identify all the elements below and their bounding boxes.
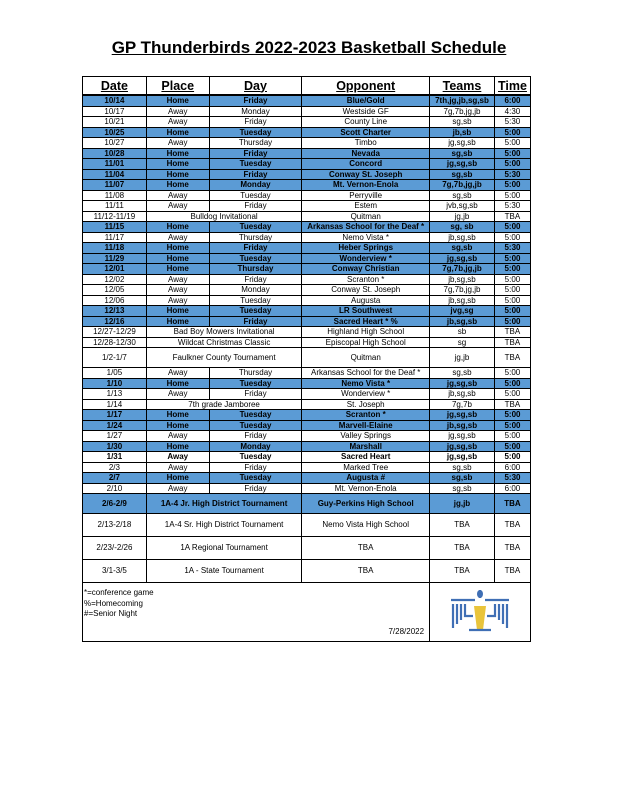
cell-event: 1A-4 Jr. High District Tournament — [146, 494, 302, 514]
cell-day: Tuesday — [209, 295, 302, 306]
cell-date: 12/16 — [83, 316, 147, 327]
table-row — [83, 420, 531, 431]
cell-opponent: Marshall — [302, 441, 430, 452]
cell-time: 4:30 — [494, 106, 530, 117]
cell-date: 2/7 — [83, 473, 147, 484]
cell-time: 5:00 — [494, 138, 530, 149]
cell-date: 10/17 — [83, 106, 147, 117]
cell-time: 6:00 — [494, 462, 530, 473]
cell-day: Tuesday — [209, 473, 302, 484]
cell-day: Thursday — [209, 232, 302, 243]
table-row — [83, 222, 531, 233]
cell-teams: jg,sg,sb — [430, 431, 495, 442]
cell-teams: jg,jb — [430, 348, 495, 368]
cell-opponent: Concord — [302, 159, 430, 170]
header-time: Time — [494, 77, 530, 96]
cell-opponent: Marvell-Elaine — [302, 420, 430, 431]
cell-time: 5:30 — [494, 473, 530, 484]
cell-time: 5:30 — [494, 201, 530, 212]
table-row — [83, 368, 531, 379]
cell-time: 5:00 — [494, 274, 530, 285]
cell-opponent: Perryville — [302, 190, 430, 201]
cell-teams: sg,sb — [430, 462, 495, 473]
cell-time: 5:00 — [494, 159, 530, 170]
cell-teams: 7g,7b,jg,jb — [430, 264, 495, 275]
cell-place: Away — [146, 201, 209, 212]
cell-event: Bad Boy Mowers Invitational — [146, 327, 302, 338]
cell-place: Home — [146, 441, 209, 452]
cell-day: Tuesday — [209, 222, 302, 233]
cell-date: 12/13 — [83, 306, 147, 317]
cell-place: Away — [146, 462, 209, 473]
cell-time: 5:30 — [494, 169, 530, 180]
cell-place: Home — [146, 378, 209, 389]
cell-opponent: Westside GF — [302, 106, 430, 117]
cell-date: 2/13-2/18 — [83, 514, 147, 537]
cell-time: 5:00 — [494, 452, 530, 463]
cell-day: Friday — [209, 431, 302, 442]
table-row — [83, 494, 531, 514]
cell-date: 2/10 — [83, 483, 147, 494]
cell-time: 5:00 — [494, 232, 530, 243]
cell-time: TBA — [494, 494, 530, 514]
cell-date: 11/08 — [83, 190, 147, 201]
cell-teams: jg,sg,sb — [430, 441, 495, 452]
cell-place: Home — [146, 95, 209, 106]
cell-place: Home — [146, 410, 209, 421]
cell-teams: TBA — [430, 560, 495, 583]
table-row — [83, 148, 531, 159]
table-row — [83, 285, 531, 296]
cell-time: 5:30 — [494, 243, 530, 254]
cell-teams: jg,jb — [430, 494, 495, 514]
notes-cell — [83, 583, 430, 642]
cell-time: 5:00 — [494, 295, 530, 306]
cell-time: 5:00 — [494, 264, 530, 275]
cell-opponent: Augusta # — [302, 473, 430, 484]
cell-time: 5:00 — [494, 389, 530, 400]
cell-opponent: Conway Christian — [302, 264, 430, 275]
cell-date: 10/25 — [83, 127, 147, 138]
cell-teams: sg,sb — [430, 190, 495, 201]
cell-date: 11/04 — [83, 169, 147, 180]
cell-place: Away — [146, 106, 209, 117]
cell-day: Tuesday — [209, 159, 302, 170]
cell-time: 5:00 — [494, 253, 530, 264]
cell-day: Thursday — [209, 368, 302, 379]
cell-day: Tuesday — [209, 378, 302, 389]
cell-date: 11/12-11/19 — [83, 211, 147, 222]
cell-teams: 7g,7b — [430, 399, 495, 410]
cell-opponent: TBA — [302, 560, 430, 583]
cell-place: Away — [146, 389, 209, 400]
cell-day: Tuesday — [209, 253, 302, 264]
cell-time: 5:00 — [494, 410, 530, 421]
cell-opponent: Guy-Perkins High School — [302, 494, 430, 514]
cell-time: 5:00 — [494, 222, 530, 233]
cell-opponent: Valley Springs — [302, 431, 430, 442]
cell-place: Home — [146, 169, 209, 180]
cell-event: Faulkner County Tournament — [146, 348, 302, 368]
header-teams: Teams — [430, 77, 495, 96]
cell-time: TBA — [494, 399, 530, 410]
logo-cell — [430, 583, 531, 642]
cell-time: TBA — [494, 211, 530, 222]
cell-day: Friday — [209, 389, 302, 400]
cell-place: Away — [146, 483, 209, 494]
thunderbird-logo-icon — [445, 586, 515, 636]
cell-date: 11/29 — [83, 253, 147, 264]
table-row — [83, 399, 531, 410]
cell-date: 11/07 — [83, 180, 147, 191]
table-row — [83, 190, 531, 201]
table-row — [83, 441, 531, 452]
cell-date: 1/2-1/7 — [83, 348, 147, 368]
cell-place: Away — [146, 452, 209, 463]
cell-date: 12/01 — [83, 264, 147, 275]
table-row — [83, 138, 531, 149]
cell-place: Home — [146, 306, 209, 317]
cell-time: TBA — [494, 560, 530, 583]
cell-place: Away — [146, 431, 209, 442]
cell-day: Friday — [209, 201, 302, 212]
cell-opponent: Quitman — [302, 348, 430, 368]
cell-teams: jb,sg,sb — [430, 389, 495, 400]
schedule-table — [82, 76, 531, 642]
cell-day: Thursday — [209, 138, 302, 149]
cell-teams: sg,sb — [430, 148, 495, 159]
table-row — [83, 306, 531, 317]
cell-date: 2/3 — [83, 462, 147, 473]
cell-place: Away — [146, 285, 209, 296]
table-row — [83, 106, 531, 117]
cell-time: 5:00 — [494, 306, 530, 317]
cell-opponent: Conway St. Joseph — [302, 169, 430, 180]
cell-day: Friday — [209, 117, 302, 128]
cell-day: Tuesday — [209, 306, 302, 317]
cell-place: Away — [146, 138, 209, 149]
table-row — [83, 378, 531, 389]
cell-event: 1A Regional Tournament — [146, 537, 302, 560]
table-row — [83, 127, 531, 138]
table-row — [83, 243, 531, 254]
table-row — [83, 483, 531, 494]
cell-day: Friday — [209, 462, 302, 473]
cell-teams: TBA — [430, 537, 495, 560]
table-row — [83, 473, 531, 484]
cell-date: 1/27 — [83, 431, 147, 442]
cell-opponent: Wonderview * — [302, 389, 430, 400]
cell-teams: 7g,7b,jg,jb — [430, 180, 495, 191]
cell-time: 5:00 — [494, 180, 530, 191]
cell-teams: jg,sg,sb — [430, 138, 495, 149]
cell-teams: jb,sg,sb — [430, 295, 495, 306]
cell-day: Tuesday — [209, 127, 302, 138]
cell-date: 1/14 — [83, 399, 147, 410]
cell-teams: jb,sg,sb — [430, 232, 495, 243]
table-row — [83, 348, 531, 368]
cell-opponent: Conway St. Joseph — [302, 285, 430, 296]
cell-day: Friday — [209, 148, 302, 159]
cell-event: Bulldog Invitational — [146, 211, 302, 222]
cell-opponent: County Line — [302, 117, 430, 128]
table-row — [83, 117, 531, 128]
cell-opponent: Augusta — [302, 295, 430, 306]
cell-opponent: Arkansas School for the Deaf * — [302, 368, 430, 379]
cell-time: 5:00 — [494, 316, 530, 327]
cell-day: Monday — [209, 285, 302, 296]
cell-place: Home — [146, 148, 209, 159]
cell-day: Monday — [209, 180, 302, 191]
cell-place: Home — [146, 222, 209, 233]
cell-opponent: Heber Springs — [302, 243, 430, 254]
cell-date: 1/31 — [83, 452, 147, 463]
cell-date: 12/28-12/30 — [83, 337, 147, 348]
cell-date: 11/01 — [83, 159, 147, 170]
cell-day: Friday — [209, 243, 302, 254]
table-row — [83, 180, 531, 191]
cell-place: Home — [146, 264, 209, 275]
cell-date: 12/02 — [83, 274, 147, 285]
cell-teams: jg,sg,sb — [430, 452, 495, 463]
cell-day: Tuesday — [209, 190, 302, 201]
cell-place: Home — [146, 127, 209, 138]
cell-date: 11/17 — [83, 232, 147, 243]
table-row — [83, 462, 531, 473]
cell-time: 5:00 — [494, 368, 530, 379]
cell-opponent: Nevada — [302, 148, 430, 159]
cell-opponent: TBA — [302, 537, 430, 560]
cell-date: 10/14 — [83, 95, 147, 106]
cell-place: Away — [146, 190, 209, 201]
table-row — [83, 95, 531, 106]
table-row — [83, 537, 531, 560]
cell-teams: jg,sg,sb — [430, 159, 495, 170]
cell-place: Away — [146, 368, 209, 379]
table-row — [83, 211, 531, 222]
cell-day: Thursday — [209, 264, 302, 275]
cell-day: Tuesday — [209, 410, 302, 421]
cell-place: Home — [146, 420, 209, 431]
header-day: Day — [209, 77, 302, 96]
cell-opponent: Scott Charter — [302, 127, 430, 138]
cell-date: 10/28 — [83, 148, 147, 159]
table-row — [83, 232, 531, 243]
header-date: Date — [83, 77, 147, 96]
cell-teams: sb — [430, 327, 495, 338]
cell-date: 12/06 — [83, 295, 147, 306]
note-homecoming: %=Homecoming — [84, 598, 143, 608]
cell-teams: sg, sb — [430, 222, 495, 233]
cell-date: 1/13 — [83, 389, 147, 400]
cell-time: 5:00 — [494, 441, 530, 452]
cell-date: 1/10 — [83, 378, 147, 389]
cell-time: 6:00 — [494, 483, 530, 494]
cell-teams: 7g,7b,jg,jb — [430, 106, 495, 117]
table-row — [83, 452, 531, 463]
cell-event: 7th grade Jamboree — [146, 399, 302, 410]
cell-time: 5:00 — [494, 190, 530, 201]
cell-day: Friday — [209, 169, 302, 180]
table-row — [83, 560, 531, 583]
cell-time: TBA — [494, 327, 530, 338]
table-row — [83, 253, 531, 264]
cell-opponent: Marked Tree — [302, 462, 430, 473]
cell-teams: sg,sb — [430, 368, 495, 379]
table-row — [83, 264, 531, 275]
cell-teams: jvg,sg — [430, 306, 495, 317]
cell-teams: sg — [430, 337, 495, 348]
cell-opponent: Quitman — [302, 211, 430, 222]
cell-teams: sg,sb — [430, 169, 495, 180]
cell-time: 5:00 — [494, 378, 530, 389]
cell-time: 6:00 — [494, 95, 530, 106]
cell-time: 5:00 — [494, 148, 530, 159]
cell-opponent: Nemo Vista High School — [302, 514, 430, 537]
table-row — [83, 410, 531, 421]
cell-teams: jb,sg,sb — [430, 316, 495, 327]
cell-opponent: Timbo — [302, 138, 430, 149]
cell-opponent: Highland High School — [302, 327, 430, 338]
cell-date: 12/27-12/29 — [83, 327, 147, 338]
cell-opponent: Arkansas School for the Deaf * — [302, 222, 430, 233]
header-place: Place — [146, 77, 209, 96]
table-row — [83, 274, 531, 285]
cell-teams: jb,sg,sb — [430, 420, 495, 431]
note-conference: *=conference game — [84, 588, 154, 597]
cell-place: Home — [146, 180, 209, 191]
cell-place: Home — [146, 253, 209, 264]
cell-date: 1/05 — [83, 368, 147, 379]
cell-date: 2/23/-2/26 — [83, 537, 147, 560]
cell-teams: sg,sb — [430, 243, 495, 254]
cell-time: 5:30 — [494, 117, 530, 128]
cell-place: Home — [146, 316, 209, 327]
cell-place: Away — [146, 117, 209, 128]
table-row — [83, 159, 531, 170]
cell-opponent: Estem — [302, 201, 430, 212]
cell-place: Away — [146, 295, 209, 306]
cell-day: Monday — [209, 441, 302, 452]
cell-teams: 7g,7b,jg,jb — [430, 285, 495, 296]
cell-opponent: Sacred Heart * % — [302, 316, 430, 327]
cell-opponent: Sacred Heart — [302, 452, 430, 463]
cell-day: Monday — [209, 106, 302, 117]
cell-place: Home — [146, 243, 209, 254]
date-stamp: 7/28/2022 — [388, 626, 425, 636]
table-row — [83, 295, 531, 306]
cell-teams: sg,sb — [430, 483, 495, 494]
table-row — [83, 316, 531, 327]
table-row — [83, 389, 531, 400]
cell-day: Tuesday — [209, 452, 302, 463]
cell-date: 10/27 — [83, 138, 147, 149]
cell-place: Home — [146, 473, 209, 484]
cell-teams: 7th,jg,jb,sg,sb — [430, 95, 495, 106]
cell-date: 10/21 — [83, 117, 147, 128]
cell-opponent: LR Southwest — [302, 306, 430, 317]
cell-teams: sg,sb — [430, 473, 495, 484]
cell-teams: jb,sg,sb — [430, 274, 495, 285]
cell-teams: jg,sg,sb — [430, 410, 495, 421]
table-row — [83, 431, 531, 442]
table-row — [83, 514, 531, 537]
table-row — [83, 169, 531, 180]
cell-teams: jb,sb — [430, 127, 495, 138]
cell-day: Tuesday — [209, 420, 302, 431]
cell-date: 1/17 — [83, 410, 147, 421]
cell-time: 5:00 — [494, 431, 530, 442]
cell-teams: jg,jb — [430, 211, 495, 222]
cell-time: TBA — [494, 537, 530, 560]
cell-teams: jg,sg,sb — [430, 378, 495, 389]
cell-day: Friday — [209, 483, 302, 494]
cell-opponent: Mt. Vernon-Enola — [302, 483, 430, 494]
header-row — [83, 77, 531, 96]
cell-place: Away — [146, 274, 209, 285]
cell-teams: jg,sg,sb — [430, 253, 495, 264]
cell-date: 11/18 — [83, 243, 147, 254]
header-opponent: Opponent — [302, 77, 430, 96]
cell-time: 5:00 — [494, 420, 530, 431]
page-title: GP Thunderbirds 2022-2023 Basketball Schedule — [111, 38, 507, 57]
cell-event: 1A - State Tournament — [146, 560, 302, 583]
cell-time: TBA — [494, 337, 530, 348]
cell-opponent: Blue/Gold — [302, 95, 430, 106]
cell-date: 12/05 — [83, 285, 147, 296]
cell-time: TBA — [494, 514, 530, 537]
table-row — [83, 327, 531, 338]
cell-event: Wildcat Christmas Classic — [146, 337, 302, 348]
table-row — [83, 337, 531, 348]
cell-time: 5:00 — [494, 127, 530, 138]
cell-event: 1A-4 Sr. High District Tournament — [146, 514, 302, 537]
cell-place: Home — [146, 159, 209, 170]
cell-opponent: Scranton * — [302, 274, 430, 285]
cell-teams: jvb,sg,sb — [430, 201, 495, 212]
cell-day: Friday — [209, 316, 302, 327]
cell-opponent: Episcopal High School — [302, 337, 430, 348]
cell-date: 1/24 — [83, 420, 147, 431]
footer-row — [83, 583, 531, 642]
cell-day: Friday — [209, 95, 302, 106]
cell-place: Away — [146, 232, 209, 243]
cell-day: Friday — [209, 274, 302, 285]
cell-time: TBA — [494, 348, 530, 368]
cell-teams: sg,sb — [430, 117, 495, 128]
cell-date: 11/11 — [83, 201, 147, 212]
cell-date: 3/1-3/5 — [83, 560, 147, 583]
cell-opponent: Mt. Vernon-Enola — [302, 180, 430, 191]
table-row — [83, 201, 531, 212]
cell-date: 1/30 — [83, 441, 147, 452]
cell-teams: TBA — [430, 514, 495, 537]
cell-opponent: Scranton * — [302, 410, 430, 421]
cell-opponent: Nemo Vista * — [302, 232, 430, 243]
cell-date: 2/6-2/9 — [83, 494, 147, 514]
cell-time: 5:00 — [494, 285, 530, 296]
cell-date: 11/15 — [83, 222, 147, 233]
cell-opponent: St. Joseph — [302, 399, 430, 410]
cell-opponent: Wonderview * — [302, 253, 430, 264]
cell-opponent: Nemo Vista * — [302, 378, 430, 389]
note-senior-night: #=Senior Night — [84, 609, 138, 618]
